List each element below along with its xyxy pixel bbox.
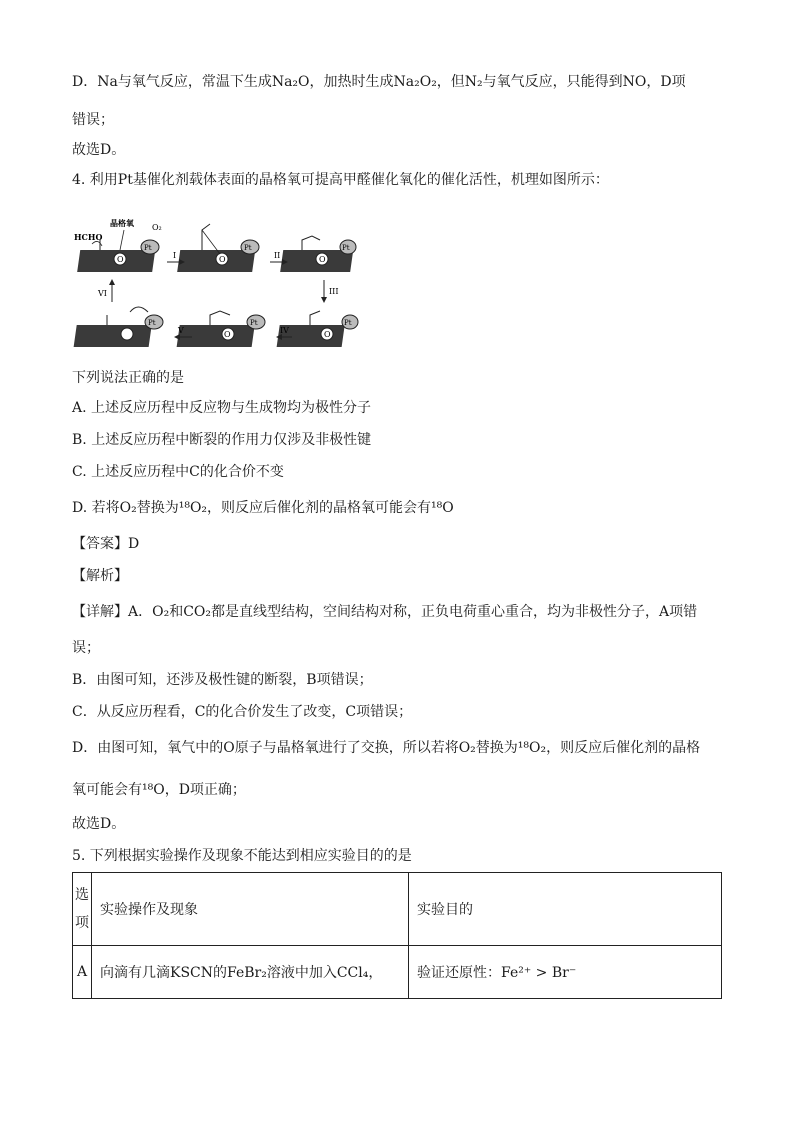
step-6: VI <box>98 289 107 298</box>
svg-text:Pt: Pt <box>148 319 156 327</box>
o2-label: O₂ <box>152 223 162 232</box>
header-purpose: 实验目的 <box>409 873 722 946</box>
choose: 故选D。 <box>72 816 126 832</box>
detail-c: C．从反应历程看，C的化合价发生了改变，C项错误； <box>72 704 413 720</box>
prev-option-d: D．Na与氧气反应，常温下生成Na₂O，加热时生成Na₂O₂，但N₂与氧气反应，只能得到NO，D项 <box>72 74 686 90</box>
q4-stem: 4. 利用Pt基催化剂载体表面的晶格氧可提高甲醛催化氧化的催化活性，机理如图所示： <box>72 172 609 188</box>
step-2: II <box>274 251 281 260</box>
svg-text:Pt: Pt <box>144 244 152 252</box>
prev-choose: 故选D。 <box>72 142 126 158</box>
row-purpose: 验证还原性：Fe²⁺ > Br⁻ <box>409 946 722 999</box>
svg-text:O: O <box>319 255 326 264</box>
svg-text:O: O <box>219 255 226 264</box>
detail-b: B．由图可知，还涉及极性键的断裂，B项错误； <box>72 672 373 688</box>
q4-option-b: B. 上述反应历程中断裂的作用力仅涉及非极性键 <box>72 432 372 448</box>
q4-option-c: C. 上述反应历程中C的化合价不变 <box>72 464 284 480</box>
hcho-label: HCHO <box>74 232 103 242</box>
q5-stem: 5. 下列根据实验操作及现象不能达到相应实验目的的是 <box>72 848 412 864</box>
row-option: A <box>73 946 92 999</box>
svg-text:Pt: Pt <box>250 319 258 327</box>
detail-a-cont: 误； <box>72 640 100 656</box>
svg-text:O: O <box>224 330 231 339</box>
lattice-oxygen-label: 晶格氧 <box>110 218 134 228</box>
q4-option-d: D. 若将O₂替换为¹⁸O₂，则反应后催化剂的晶格氧可能会有¹⁸O <box>72 500 454 516</box>
q4-option-a: A. 上述反应历程中反应物与生成物均为极性分子 <box>72 400 372 416</box>
table-header-row <box>73 873 722 946</box>
q4-ask: 下列说法正确的是 <box>72 370 184 386</box>
header-option: 选项 <box>73 873 92 946</box>
svg-text:Pt: Pt <box>342 244 350 252</box>
analysis-title: 【解析】 <box>72 568 128 584</box>
slab-4 <box>74 325 152 347</box>
detail-d: D．由图可知，氧气中的O原子与晶格氧进行了交换，所以若将O₂替换为¹⁸O₂，则反应后催化剂的晶格 <box>72 740 701 756</box>
mechanism-diagram <box>72 202 362 357</box>
row-operation: 向滴有几滴KSCN的FeBr₂溶液中加入CCl₄， <box>92 946 409 999</box>
step-5: V <box>178 326 184 335</box>
step-1: I <box>173 251 177 260</box>
slab-5 <box>177 325 255 347</box>
q5-table <box>72 872 722 999</box>
answer: 【答案】D <box>72 536 140 552</box>
svg-text:Pt: Pt <box>344 319 352 327</box>
svg-text:Pt: Pt <box>244 244 252 252</box>
table-row <box>73 946 722 999</box>
step-4: IV <box>280 326 289 335</box>
prev-option-d-cont: 错误； <box>72 112 114 128</box>
detail-d-cont: 氧可能会有¹⁸O，D项正确； <box>72 782 246 798</box>
svg-text:O: O <box>117 255 124 264</box>
header-operation: 实验操作及现象 <box>92 873 409 946</box>
step-3: III <box>329 287 339 296</box>
detail-a: 【详解】A．O₂和CO₂都是直线型结构，空间结构对称，正负电荷重心重合，均为非极性分子，A项错 <box>72 604 698 620</box>
svg-text:O: O <box>324 330 331 339</box>
